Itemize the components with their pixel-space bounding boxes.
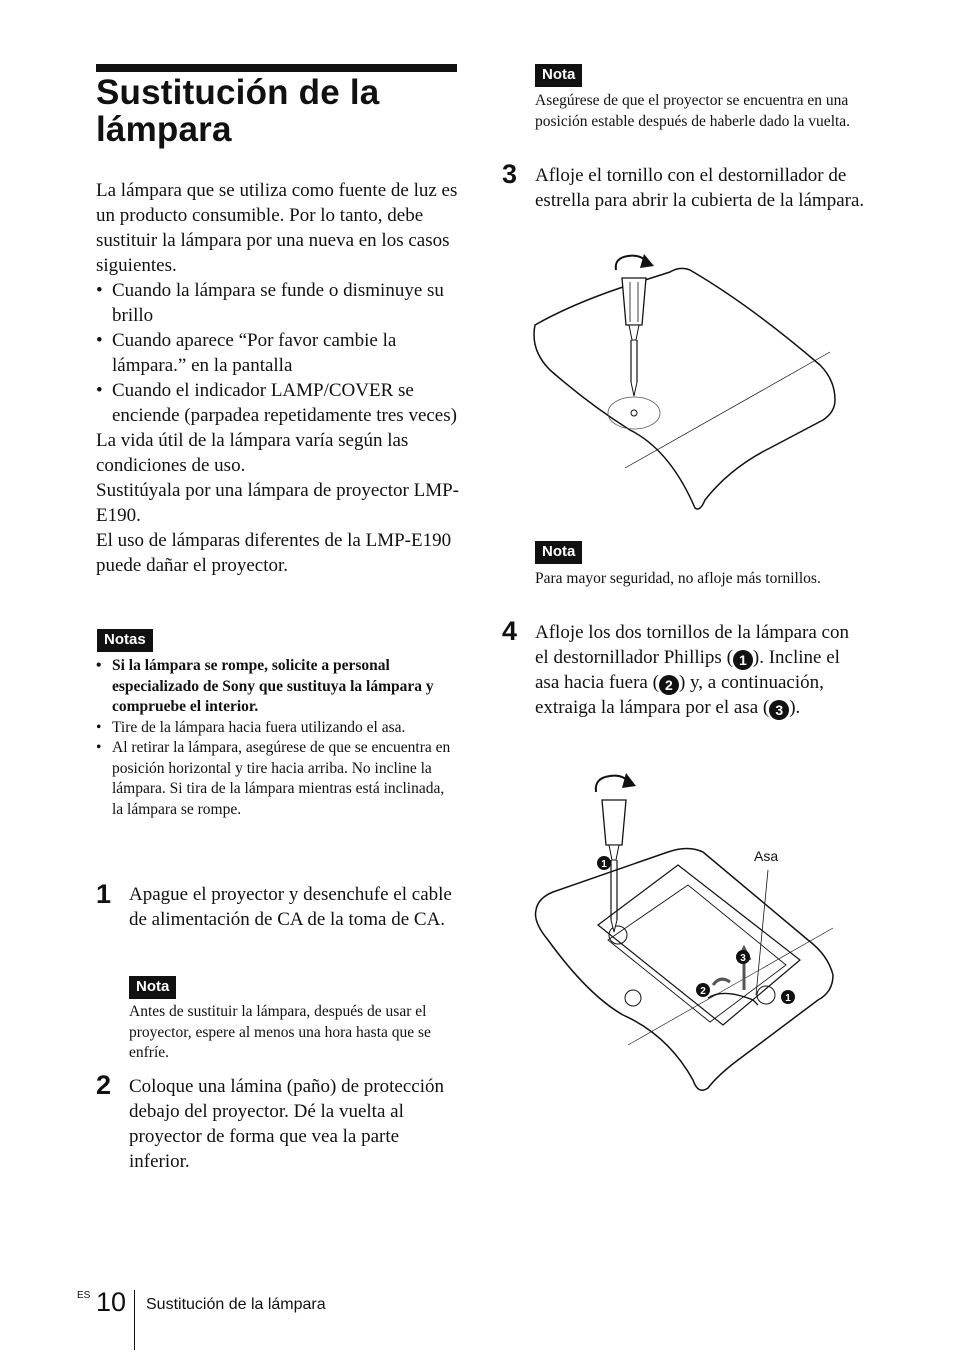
screw-icon	[631, 410, 637, 416]
step-2-text: Coloque una lámina (paño) de protección debajo del proyector. Dé la vuelta al proyector de forma que vea la parte inferior.	[129, 1076, 444, 1172]
page-title: Sustitución de la lámpara	[96, 73, 380, 149]
step-4-number: 4	[502, 616, 518, 646]
callout-1-marker	[781, 990, 795, 1004]
list-item: • Cuando aparece “Por favor cambie la lámpara.” en la pantalla	[96, 328, 461, 378]
callout-1-icon: 1	[733, 650, 753, 670]
list-item: • Tire de la lámpara hacia fuera utilizando el asa.	[96, 718, 458, 739]
list-item: • Al retirar la lámpara, asegúrese de que se encuentra en posición horizontal y tire hacia arriba. No incline la lámpara. Si tira de la lámpara mientras está inclinada, la lámpara se rompe.	[96, 738, 458, 820]
warning-paragraph: El uso de lámparas diferentes de la LMP-E190 puede dañar el proyector.	[96, 530, 452, 576]
callout-1-marker	[597, 856, 611, 870]
lamp-cover-illustration	[530, 250, 850, 520]
guide-line	[628, 928, 833, 1045]
intro-bullet-list	[96, 278, 461, 428]
list-item: • Si la lámpara se rompe, solicite a personal especializado de Sony que sustituya la lámpara y compruebe el interior.	[96, 656, 458, 718]
step-2-note-badge: Nota	[535, 64, 582, 87]
callout-2-icon: 2	[659, 675, 679, 695]
step-1-note-badge: Nota	[129, 976, 176, 999]
rotate-arrow-icon	[616, 254, 654, 270]
title-rule	[96, 64, 457, 72]
callout-label: 2	[700, 986, 706, 997]
replacement-paragraph: Sustitúyala por una lámpara de proyector LMP-E190.	[96, 480, 460, 526]
cover-outline	[534, 268, 835, 509]
step-2-note-text: Asegúrese de que el proyector se encuentra en una posición estable después de haberle dado la vuelta.	[535, 92, 851, 130]
step-4-text-b: ). Incline el asa hacia fuera (	[535, 647, 840, 693]
tilt-arrow-icon	[713, 979, 730, 985]
step-3-note-badge: Nota	[535, 541, 582, 564]
footer-language: ES	[77, 1290, 91, 1301]
callout-label: 1	[601, 859, 607, 870]
step-4-text-c: ) y, a continuación, extraiga la lámpara por el asa (	[535, 672, 824, 718]
step-2-number: 2	[96, 1070, 112, 1100]
intro-block	[96, 178, 461, 578]
callout-2-marker	[696, 983, 710, 997]
footer-page-number: 10	[96, 1287, 127, 1317]
step-4-text-d: ).	[789, 697, 801, 718]
foot-icon	[625, 990, 641, 1006]
guide-line	[625, 352, 830, 468]
asa-leader-line	[756, 870, 768, 995]
notes-badge: Notas	[97, 629, 153, 652]
callout-3-marker	[736, 950, 750, 964]
step-3-number: 3	[502, 159, 518, 189]
callout-3-icon: 3	[769, 700, 789, 720]
lamp-compartment	[598, 865, 800, 1025]
lamp-life-paragraph: La vida útil de la lámpara varía según las condiciones de uso.	[96, 430, 409, 476]
list-item: • Cuando el indicador LAMP/COVER se enciende (parpadea repetidamente tres veces)	[96, 378, 461, 428]
step-3-text: Afloje el tornillo con el destornillador de estrella para abrir la cubierta de la lámpara.	[535, 165, 865, 211]
lamp-removal-illustration	[528, 760, 848, 1100]
screw-area	[608, 397, 660, 429]
callout-label: 1	[785, 993, 791, 1004]
step-1-text: Apague el proyector y desenchufe el cable de alimentación de CA de la toma de CA.	[129, 884, 452, 930]
callout-label: 3	[740, 953, 746, 964]
screwdriver-icon	[622, 278, 646, 396]
list-item: • Cuando la lámpara se funde o disminuye su brillo	[96, 278, 461, 328]
footer-section-title: Sustitución de la lámpara	[146, 1296, 326, 1313]
step-3-note-text: Para mayor seguridad, no afloje más tornillos.	[535, 570, 821, 587]
step-1-number: 1	[96, 879, 112, 909]
step-4-text	[535, 620, 865, 720]
step-1-note-text: Antes de sustituir la lámpara, después de usar el proyector, espere al menos una hora hasta que se enfríe.	[129, 1003, 431, 1061]
footer-rule	[134, 1290, 135, 1350]
step-4-text-a: Afloje los dos tornillos de la lámpara con el destornillador Phillips (	[535, 622, 849, 668]
notes-block	[96, 656, 458, 820]
rotate-arrow-icon	[596, 773, 636, 792]
notes-list	[96, 656, 458, 820]
handle-icon	[708, 993, 758, 1005]
intro-paragraph: La lámpara que se utiliza como fuente de luz es un producto consumible. Por lo tanto, debe sustituir la lámpara por una nueva en los casos siguientes.	[96, 180, 458, 276]
asa-label: Asa	[754, 848, 779, 864]
